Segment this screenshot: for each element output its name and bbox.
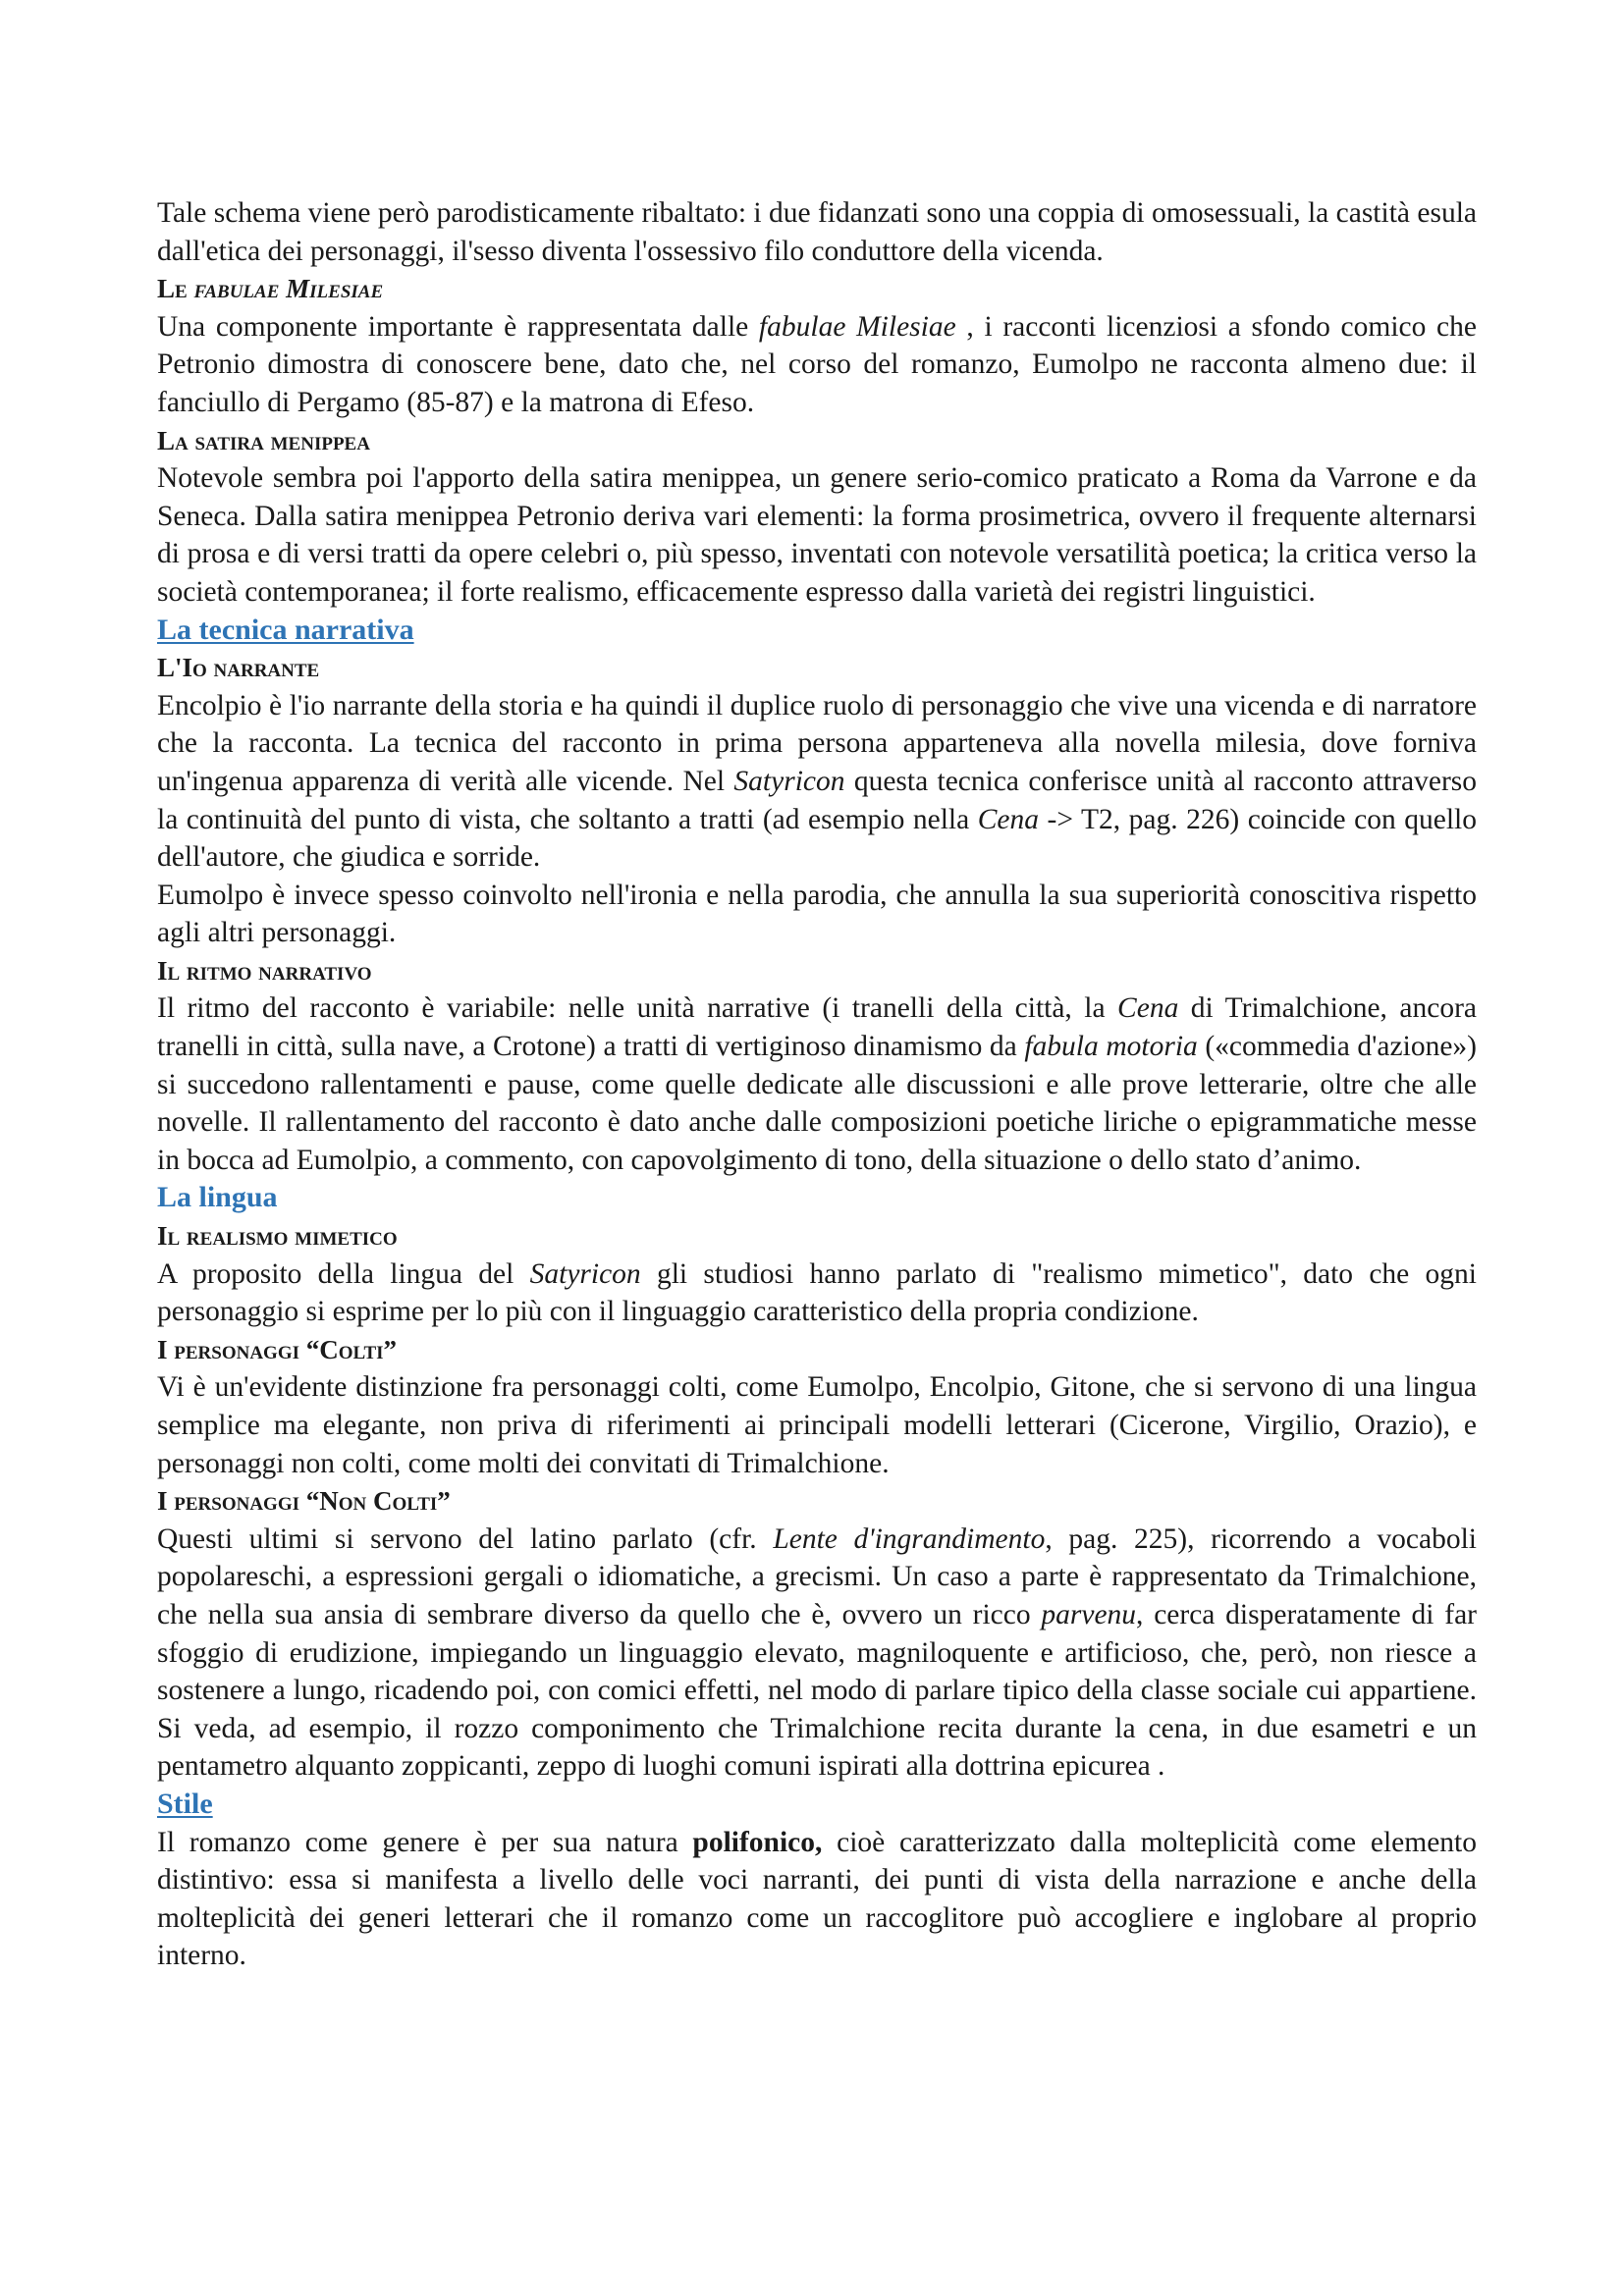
subheading-realismo-mimetico: Il realismo mimetico — [157, 1221, 398, 1252]
paragraph-satira-menippea: Notevole sembra poi l'apporto della satira menippea, un genere serio-comico praticato a Roma da Varrone e da Seneca. Dalla satira menippea Petronio deriva vari elementi: la forma prosimetrica, ovvero il frequente alternarsi di prosa e di versi tratti da opere celebri o, più spesso, inventati con notevole versatilità poetica; la critica verso la società contemporanea; il forte realismo, efficacemente espresso dalla varietà dei registri linguistici. — [157, 462, 1477, 608]
paragraph-fabulae-milesiae — [157, 308, 1477, 422]
italic-term: Cena — [1117, 992, 1179, 1025]
paragraph-text: cioè caratterizzato dalla molteplicità come elemento distintivo: essa si manifesta a livello delle voci narranti, dei punti di vista della narrazione e anche della molteplicità dei generi letterari che il romanzo come un raccoglitore può accogliere e inglobare al proprio interno. — [157, 1826, 1478, 1972]
paragraph-text: Questi ultimi si servono del latino parlato (cfr. — [157, 1522, 774, 1555]
paragraph-text: , i racconti licenziosi a sfondo comico che Petronio dimostra di conoscere bene, dato che, nel corso del romanzo, Eumolpo ne racconta almeno due: il fanciullo di Pergamo (85-87) e la matrona di Efeso. — [157, 310, 1477, 418]
bold-term: polifonico, — [692, 1826, 823, 1858]
subheading-personaggi-colti: I personaggi “Colti” — [157, 1334, 398, 1364]
italic-term: Cena — [977, 803, 1039, 835]
paragraph-io-narrante — [157, 687, 1477, 877]
paragraph-stile — [157, 1824, 1477, 1975]
section-heading-link[interactable]: La tecnica narrativa — [157, 613, 414, 646]
subheading-fabulae-milesiae — [157, 270, 1477, 308]
paragraph-text: questa tecnica conferisce unità al racconto attraverso la continuità del punto di vista, che soltanto a tratti (ad esempio nella — [157, 765, 1477, 835]
paragraph-text: di Trimalchione, ancora tranelli in città, sulla nave, a Crotone) a tratti di vertiginoso dinamismo da — [157, 992, 1477, 1063]
italic-term: Satyricon — [733, 765, 845, 797]
subheading-io-narrante: L'Io narrante — [157, 653, 320, 683]
paragraph-text: Encolpio è l'io narrante della storia e ha quindi il duplice ruolo di personaggio che vive una vicenda e di narratore che la racconta. La tecnica del racconto in prima persona apparteneva alla novella milesia, dove forniva un'ingenua apparenza di verità alle vicende. Nel — [157, 689, 1477, 797]
paragraph-ritmo-narrativo — [157, 989, 1477, 1179]
paragraph-text: Tale schema viene però parodisticamente ribaltato: i due fidanzati sono una coppia di omosessuali, la castità esula dall'etica dei personaggi, il'sesso diventa l'ossessivo filo conduttore della vicenda. — [157, 197, 1477, 267]
subheading-text: Le — [157, 274, 194, 304]
paragraph-text: Il romanzo come genere è per sua natura — [157, 1826, 693, 1858]
paragraph-text: gli studiosi hanno parlato di "realismo mimetico", dato che ogni personaggio si esprime per lo più con il linguaggio caratteristico della propria condizione. — [157, 1257, 1477, 1328]
paragraph-text: , cerca disperatamente di far sfoggio di erudizione, impiegando un linguaggio elevato, magniloquente e artificioso, che, però, non riesce a sostenere a lungo, ricadendo poi, con comici effetti, nel modo di parlare tipico della classe sociale cui appartiene. Si veda, ad esempio, il rozzo componimento che Trimalchione recita durante la cena, in due esametri e un pentametro alquanto zoppicanti, zeppo di luoghi comuni ispirati alla dottrina epicurea . — [157, 1598, 1477, 1783]
paragraph-text: («commedia d'azione») si succedono rallentamenti e pause, come quelle dedicate alle discussioni e alle prove letterarie, oltre che alle novelle. Il rallentamento del racconto è dato anche dalle composizioni poetiche liriche o epigrammatiche messe in bocca ad Eumolpio, a commento, con capovolgimento di tono, della situazione o dello stato d’animo. — [157, 1031, 1477, 1176]
paragraph-text: -> T2, pag. 226) coincide con quello dell'autore, che giudica e sorride. — [157, 803, 1477, 874]
section-heading-tecnica-narrativa[interactable] — [157, 612, 1477, 650]
paragraph-personaggi-non-colti — [157, 1521, 1477, 1786]
subheading-satira-menippea: La satira menippea — [157, 425, 370, 455]
paragraph-text: , pag. 225), ricorrendo a vocaboli popolareschi, a espressioni gergali o idiomatiche, a grecismi. Un caso a parte è rappresentato da Trimalchione, che nella sua ansia di sembrare diverso da quello che è, ovvero un ricco — [157, 1522, 1477, 1630]
paragraph-text: Il ritmo del racconto è variabile: nelle unità narrative (i tranelli della città, la — [157, 992, 1118, 1025]
italic-term: Satyricon — [529, 1257, 641, 1290]
document-page — [157, 194, 1477, 1975]
italic-term: parvenu — [1041, 1598, 1137, 1630]
section-heading-lingua: La lingua — [157, 1181, 278, 1214]
italic-term: Lente d'ingrandimento — [773, 1522, 1046, 1555]
subheading-text-italic: fabulae Milesiae — [193, 274, 384, 304]
italic-term: fabulae Milesiae — [758, 310, 956, 343]
section-heading-stile[interactable] — [157, 1786, 1477, 1824]
section-heading-link[interactable]: Stile — [157, 1787, 213, 1820]
paragraph-text: Una componente importante è rappresentata dalle — [157, 310, 759, 343]
paragraph-personaggi-colti: Vi è un'evidente distinzione fra personaggi colti, come Eumolpo, Encolpio, Gitone, che si servono di una lingua semplice ma elegante, non priva di riferimenti ai principali modelli letterari (Cicerone, Virgilio, Orazio), e personaggi non colti, come molti dei convitati di Trimalchione. — [157, 1371, 1477, 1479]
paragraph-intro — [157, 194, 1477, 270]
subheading-ritmo-narrativo: Il ritmo narrativo — [157, 955, 372, 986]
paragraph-text: A proposito della lingua del — [157, 1257, 530, 1290]
paragraph-eumolpo: Eumolpo è invece spesso coinvolto nell'ironia e nella parodia, che annulla la sua superiorità conoscitiva rispetto agli altri personaggi. — [157, 879, 1477, 949]
subheading-personaggi-non-colti: I personaggi “Non Colti” — [157, 1486, 451, 1517]
paragraph-realismo-mimetico — [157, 1255, 1477, 1331]
italic-term: fabula motoria — [1024, 1031, 1198, 1063]
